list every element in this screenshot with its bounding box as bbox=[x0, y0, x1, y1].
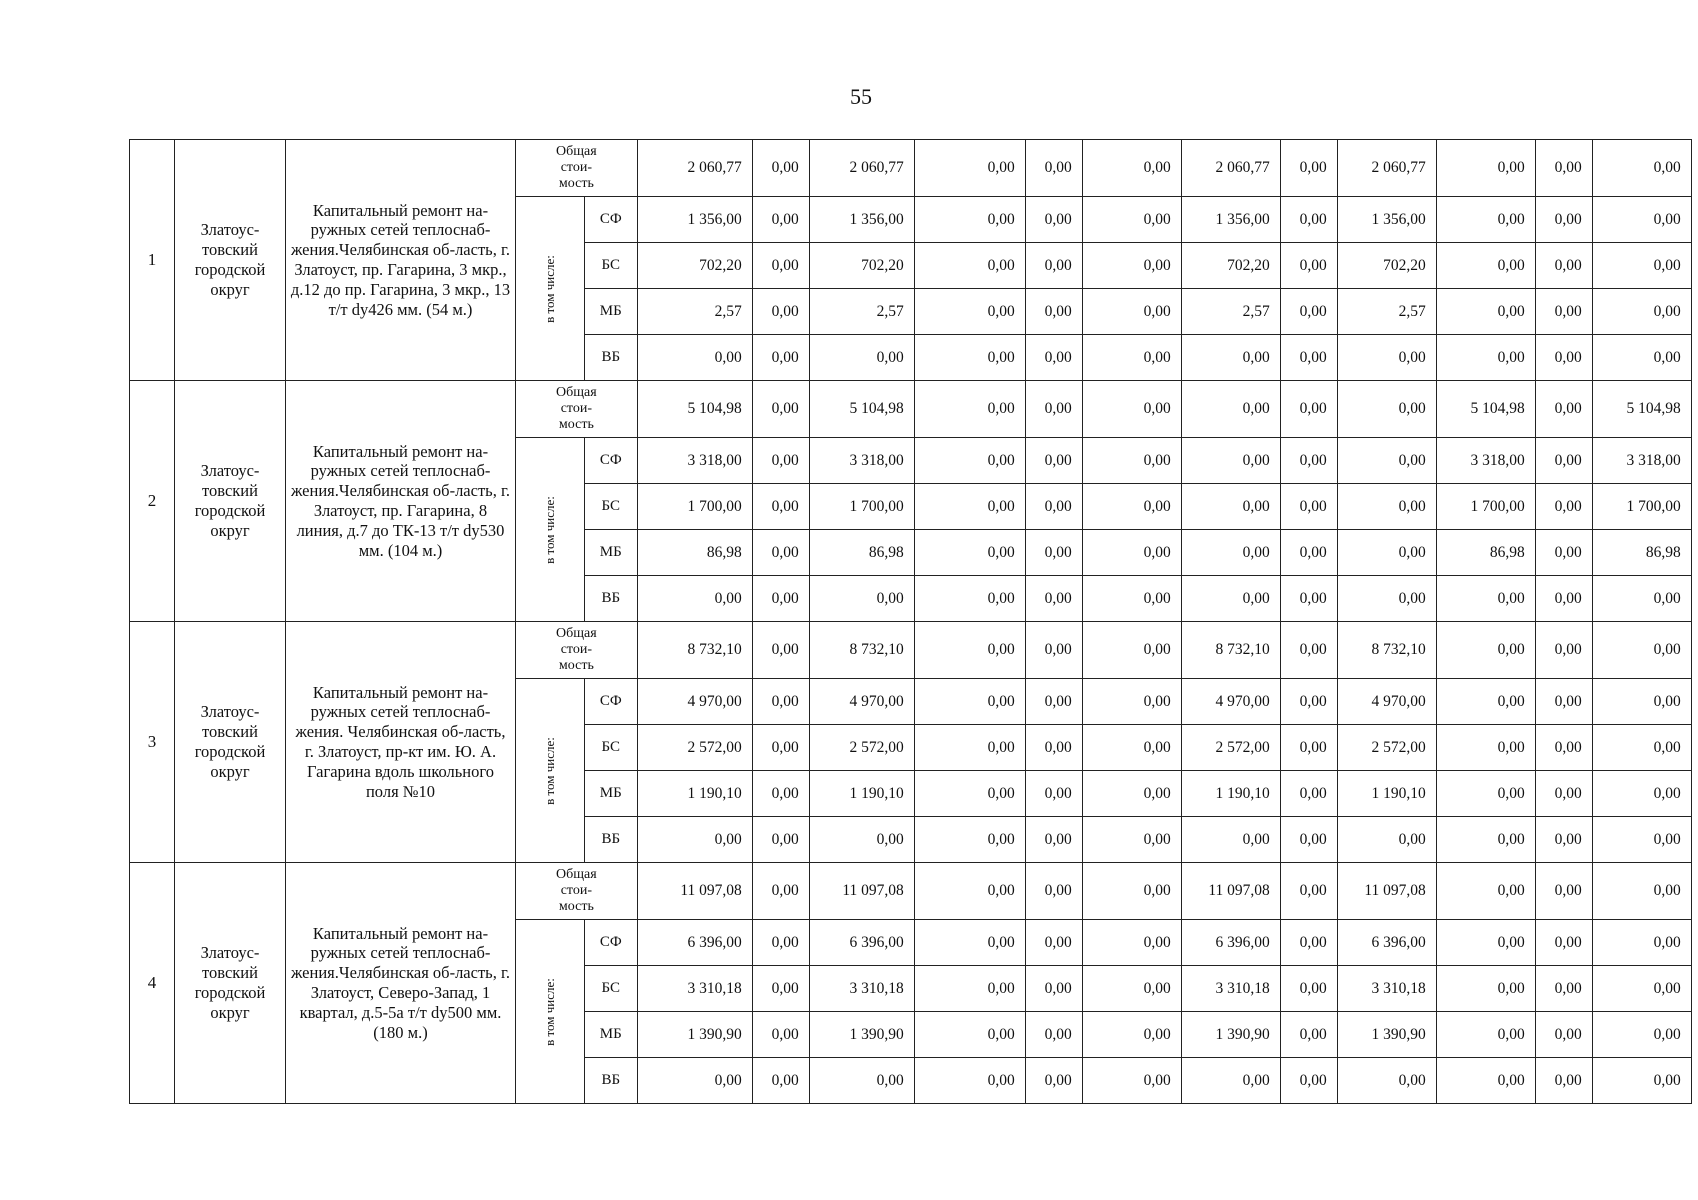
including-label bbox=[516, 197, 585, 381]
value-cell: 0,00 bbox=[1592, 1058, 1691, 1104]
value-cell: 4 970,00 bbox=[809, 679, 914, 725]
value-cell: 0,00 bbox=[1592, 920, 1691, 966]
entry-description: Капитальный ремонт на-ружных сетей теплоснаб-жения.Челябинская об-ласть, г. Златоуст, пр. Гагарина, 8 линия, д.7 до ТК-13 т/т dy530 мм. (104 м.) bbox=[286, 381, 516, 622]
funding-source-label: БС bbox=[584, 966, 637, 1012]
including-label bbox=[516, 438, 585, 622]
value-cell: 1 190,10 bbox=[1181, 771, 1280, 817]
value-cell: 86,98 bbox=[1592, 530, 1691, 576]
value-cell: 0,00 bbox=[1592, 966, 1691, 1012]
value-cell: 0,00 bbox=[1181, 530, 1280, 576]
value-cell: 0,00 bbox=[809, 817, 914, 863]
value-cell: 0,00 bbox=[752, 679, 809, 725]
value-cell: 0,00 bbox=[1025, 817, 1082, 863]
value-cell: 0,00 bbox=[1535, 771, 1592, 817]
value-cell: 0,00 bbox=[1436, 920, 1535, 966]
value-cell: 0,00 bbox=[1280, 1058, 1337, 1104]
value-cell: 86,98 bbox=[1436, 530, 1535, 576]
funding-source-label: БС bbox=[584, 484, 637, 530]
including-label bbox=[516, 920, 585, 1104]
funding-source-label: СФ bbox=[584, 920, 637, 966]
value-cell: 0,00 bbox=[1337, 530, 1436, 576]
value-cell: 0,00 bbox=[809, 576, 914, 622]
value-cell: 0,00 bbox=[1592, 771, 1691, 817]
entry-district: Златоус-товский городской округ bbox=[175, 863, 286, 1104]
value-cell: 0,00 bbox=[637, 817, 752, 863]
value-cell: 1 356,00 bbox=[1337, 197, 1436, 243]
total-cost-label bbox=[516, 863, 638, 920]
value-cell: 3 310,18 bbox=[1337, 966, 1436, 1012]
value-cell: 0,00 bbox=[1436, 863, 1535, 920]
value-cell: 1 190,10 bbox=[1337, 771, 1436, 817]
value-cell: 0,00 bbox=[1436, 576, 1535, 622]
value-cell: 0,00 bbox=[1280, 243, 1337, 289]
funding-source-label: МБ bbox=[584, 771, 637, 817]
value-cell: 0,00 bbox=[914, 966, 1025, 1012]
entry-number: 3 bbox=[130, 622, 175, 863]
funding-source-label: СФ bbox=[584, 197, 637, 243]
total-cost-label-line: мость bbox=[558, 176, 594, 192]
value-cell: 0,00 bbox=[1436, 817, 1535, 863]
funding-source-label: БС bbox=[584, 243, 637, 289]
value-cell: 11 097,08 bbox=[809, 863, 914, 920]
funding-source-label: СФ bbox=[584, 679, 637, 725]
total-cost-label-line: мость bbox=[558, 417, 594, 433]
value-cell: 0,00 bbox=[1025, 140, 1082, 197]
value-cell: 0,00 bbox=[1280, 920, 1337, 966]
value-cell: 0,00 bbox=[914, 243, 1025, 289]
value-cell: 0,00 bbox=[1535, 725, 1592, 771]
value-cell: 0,00 bbox=[1181, 381, 1280, 438]
value-cell: 1 700,00 bbox=[1436, 484, 1535, 530]
value-cell: 2 060,77 bbox=[1181, 140, 1280, 197]
value-cell: 0,00 bbox=[1436, 140, 1535, 197]
funding-source-label: МБ bbox=[584, 289, 637, 335]
value-cell: 0,00 bbox=[914, 622, 1025, 679]
value-cell: 0,00 bbox=[1535, 1012, 1592, 1058]
value-cell: 0,00 bbox=[914, 484, 1025, 530]
value-cell: 3 318,00 bbox=[1592, 438, 1691, 484]
funding-source-label: ВБ bbox=[584, 335, 637, 381]
value-cell: 4 970,00 bbox=[1181, 679, 1280, 725]
value-cell: 0,00 bbox=[1082, 771, 1181, 817]
value-cell: 0,00 bbox=[1280, 438, 1337, 484]
value-cell: 0,00 bbox=[914, 725, 1025, 771]
value-cell: 3 310,18 bbox=[637, 966, 752, 1012]
value-cell: 0,00 bbox=[1436, 243, 1535, 289]
total-cost-label-line: стои- bbox=[560, 400, 593, 416]
value-cell: 0,00 bbox=[1082, 576, 1181, 622]
value-cell: 0,00 bbox=[914, 1012, 1025, 1058]
value-cell: 0,00 bbox=[1025, 1058, 1082, 1104]
value-cell: 0,00 bbox=[1082, 530, 1181, 576]
funding-source-label: МБ bbox=[584, 530, 637, 576]
value-cell: 6 396,00 bbox=[637, 920, 752, 966]
value-cell: 2 572,00 bbox=[1337, 725, 1436, 771]
value-cell: 0,00 bbox=[1025, 863, 1082, 920]
funding-table bbox=[129, 139, 1692, 1104]
value-cell: 0,00 bbox=[752, 576, 809, 622]
value-cell: 2 060,77 bbox=[637, 140, 752, 197]
total-cost-label-line: стои- bbox=[560, 882, 593, 898]
value-cell: 0,00 bbox=[1082, 622, 1181, 679]
value-cell: 0,00 bbox=[1436, 1012, 1535, 1058]
value-cell: 0,00 bbox=[1025, 484, 1082, 530]
value-cell: 0,00 bbox=[1535, 243, 1592, 289]
funding-source-label: ВБ bbox=[584, 1058, 637, 1104]
funding-source-label: СФ bbox=[584, 438, 637, 484]
value-cell: 0,00 bbox=[1280, 863, 1337, 920]
value-cell: 2 572,00 bbox=[637, 725, 752, 771]
value-cell: 0,00 bbox=[1436, 197, 1535, 243]
value-cell: 6 396,00 bbox=[809, 920, 914, 966]
entry-description: Капитальный ремонт на-ружных сетей теплоснаб-жения.Челябинская об-ласть, г. Златоуст, Северо-Запад, 1 квартал, д.5-5а т/т dy500 мм. (180 м.) bbox=[286, 863, 516, 1104]
value-cell: 3 318,00 bbox=[809, 438, 914, 484]
value-cell: 0,00 bbox=[1592, 243, 1691, 289]
value-cell: 0,00 bbox=[1535, 381, 1592, 438]
value-cell: 0,00 bbox=[1280, 197, 1337, 243]
value-cell: 0,00 bbox=[1280, 725, 1337, 771]
value-cell: 0,00 bbox=[1337, 817, 1436, 863]
value-cell: 0,00 bbox=[1280, 289, 1337, 335]
value-cell: 0,00 bbox=[1181, 438, 1280, 484]
value-cell: 5 104,98 bbox=[809, 381, 914, 438]
including-label-text: в том числе: bbox=[541, 977, 557, 1046]
value-cell: 2 572,00 bbox=[809, 725, 914, 771]
value-cell: 0,00 bbox=[914, 576, 1025, 622]
value-cell: 0,00 bbox=[1280, 381, 1337, 438]
entry-district: Златоус-товский городской округ bbox=[175, 140, 286, 381]
value-cell: 0,00 bbox=[1592, 289, 1691, 335]
value-cell: 0,00 bbox=[1181, 817, 1280, 863]
value-cell: 0,00 bbox=[914, 530, 1025, 576]
value-cell: 0,00 bbox=[1181, 1058, 1280, 1104]
value-cell: 0,00 bbox=[914, 140, 1025, 197]
value-cell: 0,00 bbox=[1280, 530, 1337, 576]
value-cell: 0,00 bbox=[1535, 289, 1592, 335]
value-cell: 0,00 bbox=[1592, 679, 1691, 725]
value-cell: 0,00 bbox=[752, 863, 809, 920]
including-label-text: в том числе: bbox=[541, 736, 557, 805]
value-cell: 0,00 bbox=[1535, 576, 1592, 622]
value-cell: 0,00 bbox=[637, 335, 752, 381]
value-cell: 2,57 bbox=[637, 289, 752, 335]
page-number: 55 bbox=[850, 84, 872, 109]
value-cell: 0,00 bbox=[914, 289, 1025, 335]
value-cell: 0,00 bbox=[1082, 197, 1181, 243]
value-cell: 0,00 bbox=[752, 966, 809, 1012]
value-cell: 0,00 bbox=[1082, 335, 1181, 381]
value-cell: 8 732,10 bbox=[1181, 622, 1280, 679]
value-cell: 0,00 bbox=[1436, 966, 1535, 1012]
value-cell: 0,00 bbox=[1025, 530, 1082, 576]
value-cell: 0,00 bbox=[752, 438, 809, 484]
value-cell: 0,00 bbox=[1535, 140, 1592, 197]
entry-description: Капитальный ремонт на-ружных сетей теплоснаб-жения. Челябинская об-ласть, г. Златоуст, пр-кт им. Ю. А. Гагарина вдоль школьного поля №10 bbox=[286, 622, 516, 863]
value-cell: 0,00 bbox=[914, 771, 1025, 817]
value-cell: 0,00 bbox=[1082, 243, 1181, 289]
entry-number: 2 bbox=[130, 381, 175, 622]
value-cell: 0,00 bbox=[1535, 966, 1592, 1012]
value-cell: 0,00 bbox=[1025, 381, 1082, 438]
total-cost-label-line: мость bbox=[558, 899, 594, 915]
value-cell: 3 310,18 bbox=[1181, 966, 1280, 1012]
value-cell: 1 390,90 bbox=[809, 1012, 914, 1058]
value-cell: 3 310,18 bbox=[809, 966, 914, 1012]
value-cell: 702,20 bbox=[637, 243, 752, 289]
value-cell: 2 060,77 bbox=[1337, 140, 1436, 197]
value-cell: 0,00 bbox=[1280, 817, 1337, 863]
value-cell: 0,00 bbox=[1592, 197, 1691, 243]
value-cell: 0,00 bbox=[914, 863, 1025, 920]
table-row-total bbox=[130, 140, 1692, 197]
funding-source-label: ВБ bbox=[584, 817, 637, 863]
value-cell: 0,00 bbox=[1025, 771, 1082, 817]
value-cell: 0,00 bbox=[1535, 817, 1592, 863]
value-cell: 0,00 bbox=[809, 1058, 914, 1104]
value-cell: 0,00 bbox=[1592, 622, 1691, 679]
value-cell: 0,00 bbox=[1025, 1012, 1082, 1058]
value-cell: 8 732,10 bbox=[809, 622, 914, 679]
value-cell: 1 356,00 bbox=[809, 197, 914, 243]
value-cell: 6 396,00 bbox=[1181, 920, 1280, 966]
total-cost-label-line: Общая bbox=[556, 384, 597, 400]
value-cell: 0,00 bbox=[1535, 335, 1592, 381]
value-cell: 702,20 bbox=[1181, 243, 1280, 289]
value-cell: 0,00 bbox=[1436, 622, 1535, 679]
value-cell: 0,00 bbox=[1082, 966, 1181, 1012]
value-cell: 4 970,00 bbox=[637, 679, 752, 725]
value-cell: 0,00 bbox=[914, 335, 1025, 381]
value-cell: 0,00 bbox=[752, 530, 809, 576]
value-cell: 0,00 bbox=[914, 381, 1025, 438]
value-cell: 3 318,00 bbox=[1436, 438, 1535, 484]
value-cell: 1 390,90 bbox=[1181, 1012, 1280, 1058]
value-cell: 0,00 bbox=[1280, 966, 1337, 1012]
value-cell: 0,00 bbox=[752, 1012, 809, 1058]
value-cell: 0,00 bbox=[1337, 1058, 1436, 1104]
value-cell: 0,00 bbox=[1535, 679, 1592, 725]
value-cell: 0,00 bbox=[1082, 438, 1181, 484]
value-cell: 0,00 bbox=[1025, 622, 1082, 679]
value-cell: 0,00 bbox=[1337, 335, 1436, 381]
value-cell: 0,00 bbox=[1592, 140, 1691, 197]
entry-district: Златоус-товский городской округ bbox=[175, 381, 286, 622]
value-cell: 0,00 bbox=[1436, 335, 1535, 381]
value-cell: 0,00 bbox=[1082, 817, 1181, 863]
value-cell: 11 097,08 bbox=[637, 863, 752, 920]
value-cell: 1 190,10 bbox=[637, 771, 752, 817]
value-cell: 0,00 bbox=[1436, 771, 1535, 817]
value-cell: 2 572,00 bbox=[1181, 725, 1280, 771]
value-cell: 0,00 bbox=[752, 381, 809, 438]
entry-district: Златоус-товский городской округ bbox=[175, 622, 286, 863]
value-cell: 1 700,00 bbox=[1592, 484, 1691, 530]
value-cell: 8 732,10 bbox=[1337, 622, 1436, 679]
funding-source-label: МБ bbox=[584, 1012, 637, 1058]
value-cell: 0,00 bbox=[1082, 679, 1181, 725]
value-cell: 0,00 bbox=[1436, 289, 1535, 335]
value-cell: 0,00 bbox=[752, 335, 809, 381]
total-cost-label bbox=[516, 140, 638, 197]
value-cell: 0,00 bbox=[752, 1058, 809, 1104]
value-cell: 0,00 bbox=[1082, 920, 1181, 966]
value-cell: 0,00 bbox=[1436, 1058, 1535, 1104]
value-cell: 0,00 bbox=[914, 817, 1025, 863]
value-cell: 86,98 bbox=[809, 530, 914, 576]
value-cell: 0,00 bbox=[809, 335, 914, 381]
table-row-total bbox=[130, 381, 1692, 438]
value-cell: 0,00 bbox=[1592, 817, 1691, 863]
including-label-text: в том числе: bbox=[541, 495, 557, 564]
including-label bbox=[516, 679, 585, 863]
value-cell: 0,00 bbox=[1592, 725, 1691, 771]
value-cell: 0,00 bbox=[637, 1058, 752, 1104]
value-cell: 0,00 bbox=[1280, 1012, 1337, 1058]
value-cell: 0,00 bbox=[752, 725, 809, 771]
value-cell: 0,00 bbox=[752, 622, 809, 679]
value-cell: 0,00 bbox=[1181, 576, 1280, 622]
value-cell: 0,00 bbox=[1436, 679, 1535, 725]
value-cell: 0,00 bbox=[914, 1058, 1025, 1104]
value-cell: 0,00 bbox=[914, 438, 1025, 484]
value-cell: 0,00 bbox=[1592, 335, 1691, 381]
value-cell: 11 097,08 bbox=[1181, 863, 1280, 920]
value-cell: 1 700,00 bbox=[637, 484, 752, 530]
value-cell: 2 060,77 bbox=[809, 140, 914, 197]
value-cell: 0,00 bbox=[1025, 725, 1082, 771]
value-cell: 0,00 bbox=[1025, 920, 1082, 966]
value-cell: 0,00 bbox=[1025, 289, 1082, 335]
value-cell: 0,00 bbox=[1535, 530, 1592, 576]
value-cell: 1 390,90 bbox=[1337, 1012, 1436, 1058]
value-cell: 0,00 bbox=[1082, 863, 1181, 920]
value-cell: 1 356,00 bbox=[637, 197, 752, 243]
value-cell: 0,00 bbox=[1535, 622, 1592, 679]
value-cell: 6 396,00 bbox=[1337, 920, 1436, 966]
value-cell: 0,00 bbox=[1082, 1012, 1181, 1058]
value-cell: 0,00 bbox=[1280, 140, 1337, 197]
value-cell: 0,00 bbox=[1181, 484, 1280, 530]
value-cell: 0,00 bbox=[752, 243, 809, 289]
entry-description: Капитальный ремонт на-ружных сетей теплоснаб-жения.Челябинская об-ласть, г. Златоуст, пр. Гагарина, 3 мкр., д.12 до пр. Гагарина, 3 мкр., 13 т/т dy426 мм. (54 м.) bbox=[286, 140, 516, 381]
value-cell: 0,00 bbox=[1025, 576, 1082, 622]
value-cell: 0,00 bbox=[1337, 576, 1436, 622]
total-cost-label-line: стои- bbox=[560, 641, 593, 657]
value-cell: 0,00 bbox=[752, 771, 809, 817]
total-cost-label-line: стои- bbox=[560, 159, 593, 175]
value-cell: 5 104,98 bbox=[1592, 381, 1691, 438]
value-cell: 2,57 bbox=[809, 289, 914, 335]
value-cell: 0,00 bbox=[1592, 1012, 1691, 1058]
value-cell: 5 104,98 bbox=[1436, 381, 1535, 438]
table-row-total bbox=[130, 863, 1692, 920]
value-cell: 0,00 bbox=[1025, 335, 1082, 381]
value-cell: 0,00 bbox=[752, 289, 809, 335]
entry-number: 4 bbox=[130, 863, 175, 1104]
total-cost-label-line: Общая bbox=[556, 866, 597, 882]
value-cell: 0,00 bbox=[752, 920, 809, 966]
value-cell: 0,00 bbox=[1280, 622, 1337, 679]
value-cell: 702,20 bbox=[809, 243, 914, 289]
value-cell: 0,00 bbox=[752, 484, 809, 530]
value-cell: 0,00 bbox=[1436, 725, 1535, 771]
entry-number: 1 bbox=[130, 140, 175, 381]
total-cost-label-line: Общая bbox=[556, 625, 597, 641]
value-cell: 0,00 bbox=[1082, 140, 1181, 197]
total-cost-label bbox=[516, 381, 638, 438]
value-cell: 0,00 bbox=[752, 197, 809, 243]
value-cell: 0,00 bbox=[1280, 484, 1337, 530]
value-cell: 1 390,90 bbox=[637, 1012, 752, 1058]
value-cell: 0,00 bbox=[1592, 576, 1691, 622]
value-cell: 0,00 bbox=[914, 197, 1025, 243]
value-cell: 8 732,10 bbox=[637, 622, 752, 679]
value-cell: 0,00 bbox=[1337, 438, 1436, 484]
value-cell: 86,98 bbox=[637, 530, 752, 576]
value-cell: 0,00 bbox=[1280, 771, 1337, 817]
value-cell: 5 104,98 bbox=[637, 381, 752, 438]
value-cell: 1 356,00 bbox=[1181, 197, 1280, 243]
value-cell: 0,00 bbox=[1535, 1058, 1592, 1104]
value-cell: 0,00 bbox=[1082, 725, 1181, 771]
value-cell: 702,20 bbox=[1337, 243, 1436, 289]
value-cell: 0,00 bbox=[1337, 484, 1436, 530]
funding-source-label: БС bbox=[584, 725, 637, 771]
value-cell: 2,57 bbox=[1181, 289, 1280, 335]
value-cell: 0,00 bbox=[1082, 381, 1181, 438]
value-cell: 0,00 bbox=[914, 679, 1025, 725]
total-cost-label-line: мость bbox=[558, 658, 594, 674]
funding-source-label: ВБ bbox=[584, 576, 637, 622]
value-cell: 0,00 bbox=[1025, 243, 1082, 289]
value-cell: 1 700,00 bbox=[809, 484, 914, 530]
value-cell: 0,00 bbox=[914, 920, 1025, 966]
value-cell: 0,00 bbox=[752, 817, 809, 863]
including-label-text: в том числе: bbox=[541, 254, 557, 323]
value-cell: 4 970,00 bbox=[1337, 679, 1436, 725]
total-cost-label-line: Общая bbox=[556, 143, 597, 159]
value-cell: 11 097,08 bbox=[1337, 863, 1436, 920]
value-cell: 0,00 bbox=[1181, 335, 1280, 381]
value-cell: 2,57 bbox=[1337, 289, 1436, 335]
value-cell: 0,00 bbox=[1082, 1058, 1181, 1104]
value-cell: 0,00 bbox=[1280, 679, 1337, 725]
value-cell: 0,00 bbox=[1025, 438, 1082, 484]
table-row-total bbox=[130, 622, 1692, 679]
value-cell: 0,00 bbox=[1082, 289, 1181, 335]
value-cell: 0,00 bbox=[1535, 484, 1592, 530]
value-cell: 0,00 bbox=[1535, 197, 1592, 243]
value-cell: 0,00 bbox=[1025, 679, 1082, 725]
value-cell: 3 318,00 bbox=[637, 438, 752, 484]
value-cell: 0,00 bbox=[1337, 381, 1436, 438]
value-cell: 0,00 bbox=[1280, 335, 1337, 381]
value-cell: 0,00 bbox=[1025, 966, 1082, 1012]
value-cell: 0,00 bbox=[1535, 438, 1592, 484]
value-cell: 0,00 bbox=[1025, 197, 1082, 243]
value-cell: 0,00 bbox=[752, 140, 809, 197]
value-cell: 0,00 bbox=[1592, 863, 1691, 920]
total-cost-label bbox=[516, 622, 638, 679]
value-cell: 0,00 bbox=[1082, 484, 1181, 530]
value-cell: 0,00 bbox=[1535, 920, 1592, 966]
value-cell: 0,00 bbox=[1535, 863, 1592, 920]
value-cell: 1 190,10 bbox=[809, 771, 914, 817]
value-cell: 0,00 bbox=[1280, 576, 1337, 622]
value-cell: 0,00 bbox=[637, 576, 752, 622]
